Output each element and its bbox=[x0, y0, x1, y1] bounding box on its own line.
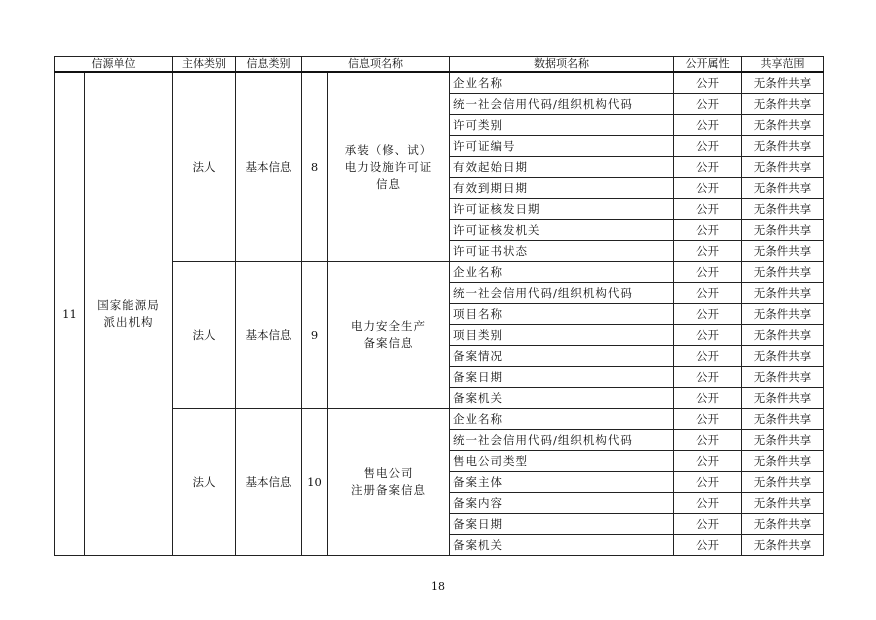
share-scope: 无条件共享 bbox=[742, 388, 824, 409]
table-row bbox=[55, 72, 824, 94]
header-info-item-name: 信息项名称 bbox=[302, 57, 450, 73]
share-scope: 无条件共享 bbox=[742, 136, 824, 157]
share-scope: 无条件共享 bbox=[742, 346, 824, 367]
header-share-scope: 共享范围 bbox=[742, 57, 824, 73]
info-category: 基本信息 bbox=[236, 72, 302, 262]
public-attribute: 公开 bbox=[674, 94, 742, 115]
data-item-name: 备案机关 bbox=[450, 535, 674, 556]
public-attribute: 公开 bbox=[674, 136, 742, 157]
data-item-name: 项目类别 bbox=[450, 325, 674, 346]
public-attribute: 公开 bbox=[674, 262, 742, 283]
public-attribute: 公开 bbox=[674, 241, 742, 262]
share-scope: 无条件共享 bbox=[742, 157, 824, 178]
share-scope: 无条件共享 bbox=[742, 283, 824, 304]
share-scope: 无条件共享 bbox=[742, 94, 824, 115]
data-item-name: 统一社会信用代码/组织机构代码 bbox=[450, 283, 674, 304]
public-attribute: 公开 bbox=[674, 178, 742, 199]
data-table bbox=[54, 56, 824, 556]
row-number: 11 bbox=[55, 72, 85, 556]
info-category: 基本信息 bbox=[236, 409, 302, 556]
source-unit bbox=[85, 72, 173, 556]
share-scope: 无条件共享 bbox=[742, 262, 824, 283]
public-attribute: 公开 bbox=[674, 325, 742, 346]
public-attribute: 公开 bbox=[674, 409, 742, 430]
data-item-name: 企业名称 bbox=[450, 409, 674, 430]
share-scope: 无条件共享 bbox=[742, 535, 824, 556]
header-public-attribute: 公开属性 bbox=[674, 57, 742, 73]
share-scope: 无条件共享 bbox=[742, 220, 824, 241]
public-attribute: 公开 bbox=[674, 493, 742, 514]
share-scope: 无条件共享 bbox=[742, 325, 824, 346]
data-table-container bbox=[54, 56, 824, 556]
public-attribute: 公开 bbox=[674, 451, 742, 472]
share-scope: 无条件共享 bbox=[742, 451, 824, 472]
data-item-name: 企业名称 bbox=[450, 262, 674, 283]
share-scope: 无条件共享 bbox=[742, 178, 824, 199]
source-unit-line: 派出机构 bbox=[103, 315, 154, 329]
info-item-name bbox=[328, 262, 450, 409]
header-data-item-name: 数据项名称 bbox=[450, 57, 674, 73]
data-item-name: 备案机关 bbox=[450, 388, 674, 409]
header-info-category: 信息类别 bbox=[236, 57, 302, 73]
share-scope: 无条件共享 bbox=[742, 514, 824, 535]
public-attribute: 公开 bbox=[674, 72, 742, 94]
info-item-name-line: 备案信息 bbox=[363, 336, 414, 350]
data-item-name: 项目名称 bbox=[450, 304, 674, 325]
public-attribute: 公开 bbox=[674, 514, 742, 535]
source-unit-line: 国家能源局 bbox=[97, 298, 160, 312]
data-item-name: 售电公司类型 bbox=[450, 451, 674, 472]
subject-type: 法人 bbox=[173, 72, 236, 262]
info-item-name-line: 电力安全生产 bbox=[351, 319, 426, 333]
data-item-name: 许可类别 bbox=[450, 115, 674, 136]
info-item-name-line: 售电公司 bbox=[363, 466, 414, 480]
public-attribute: 公开 bbox=[674, 157, 742, 178]
info-item-name-line: 注册备案信息 bbox=[351, 483, 426, 497]
share-scope: 无条件共享 bbox=[742, 241, 824, 262]
public-attribute: 公开 bbox=[674, 220, 742, 241]
subject-type: 法人 bbox=[173, 262, 236, 409]
share-scope: 无条件共享 bbox=[742, 115, 824, 136]
share-scope: 无条件共享 bbox=[742, 199, 824, 220]
info-item-name bbox=[328, 72, 450, 262]
data-item-name: 有效起始日期 bbox=[450, 157, 674, 178]
table-header-row bbox=[55, 57, 824, 73]
public-attribute: 公开 bbox=[674, 367, 742, 388]
page-number: 18 bbox=[431, 580, 445, 593]
header-subject-type: 主体类别 bbox=[173, 57, 236, 73]
share-scope: 无条件共享 bbox=[742, 430, 824, 451]
public-attribute: 公开 bbox=[674, 388, 742, 409]
info-item-name-line: 承装（修、试） bbox=[344, 142, 433, 157]
share-scope: 无条件共享 bbox=[742, 493, 824, 514]
public-attribute: 公开 bbox=[674, 283, 742, 304]
share-scope: 无条件共享 bbox=[742, 72, 824, 94]
public-attribute: 公开 bbox=[674, 115, 742, 136]
subject-type: 法人 bbox=[173, 409, 236, 556]
table-body bbox=[55, 72, 824, 556]
data-item-name: 许可证核发机关 bbox=[450, 220, 674, 241]
info-item-number: 8 bbox=[302, 72, 328, 262]
data-item-name: 备案内容 bbox=[450, 493, 674, 514]
data-item-name: 企业名称 bbox=[450, 72, 674, 94]
data-item-name: 许可证书状态 bbox=[450, 241, 674, 262]
public-attribute: 公开 bbox=[674, 304, 742, 325]
header-source-unit: 信源单位 bbox=[55, 57, 173, 73]
info-category: 基本信息 bbox=[236, 262, 302, 409]
public-attribute: 公开 bbox=[674, 430, 742, 451]
share-scope: 无条件共享 bbox=[742, 409, 824, 430]
public-attribute: 公开 bbox=[674, 472, 742, 493]
data-item-name: 备案日期 bbox=[450, 367, 674, 388]
data-item-name: 有效到期日期 bbox=[450, 178, 674, 199]
info-item-name bbox=[328, 409, 450, 556]
data-item-name: 统一社会信用代码/组织机构代码 bbox=[450, 94, 674, 115]
public-attribute: 公开 bbox=[674, 535, 742, 556]
info-item-number: 9 bbox=[302, 262, 328, 409]
data-item-name: 许可证编号 bbox=[450, 136, 674, 157]
data-item-name: 备案日期 bbox=[450, 514, 674, 535]
share-scope: 无条件共享 bbox=[742, 304, 824, 325]
public-attribute: 公开 bbox=[674, 346, 742, 367]
info-item-name-line: 电力设施许可证 bbox=[344, 159, 433, 174]
data-item-name: 备案主体 bbox=[450, 472, 674, 493]
data-item-name: 备案情况 bbox=[450, 346, 674, 367]
data-item-name: 统一社会信用代码/组织机构代码 bbox=[450, 430, 674, 451]
share-scope: 无条件共享 bbox=[742, 472, 824, 493]
info-item-number: 10 bbox=[302, 409, 328, 556]
data-item-name: 许可证核发日期 bbox=[450, 199, 674, 220]
public-attribute: 公开 bbox=[674, 199, 742, 220]
share-scope: 无条件共享 bbox=[742, 367, 824, 388]
info-item-name-line: 信息 bbox=[376, 176, 401, 191]
